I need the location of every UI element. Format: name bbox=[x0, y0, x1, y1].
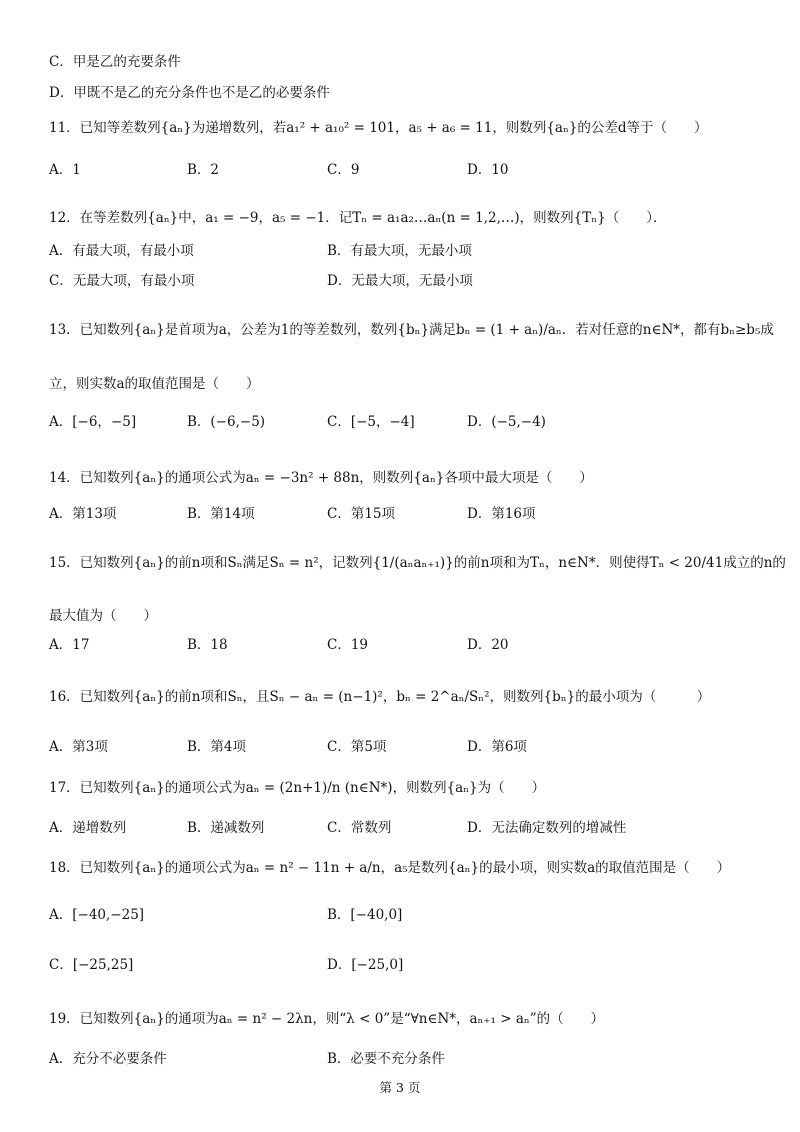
answer-option: B．第14项 bbox=[187, 506, 255, 522]
answer-option: D．[−25,0] bbox=[327, 957, 404, 973]
question-line: 19．已知数列{aₙ}的通项为aₙ = n² − 2λn，则“λ < 0”是“∀n∈N*，aₙ₊₁ > aₙ”的（ ） bbox=[49, 1011, 605, 1027]
answer-option: B．(−6,−5) bbox=[187, 414, 266, 430]
answer-option: D．10 bbox=[467, 162, 509, 178]
answer-option: C．[−25,25] bbox=[49, 957, 134, 973]
question-line: 立，则实数a的取值范围是（ ） bbox=[49, 376, 260, 392]
answer-option: B．2 bbox=[187, 162, 220, 178]
answer-option: A．17 bbox=[49, 637, 90, 653]
answer-option: C．19 bbox=[327, 637, 369, 653]
answer-option: C．第15项 bbox=[327, 506, 396, 522]
answer-option: A．第13项 bbox=[49, 506, 117, 522]
question-line: C．甲是乙的充要条件 bbox=[49, 54, 181, 70]
question-line: 17．已知数列{aₙ}的通项公式为aₙ = (2n+1)/n (n∈N*)，则数列{aₙ}为（ ） bbox=[49, 780, 546, 796]
question-line: 15．已知数列{aₙ}的前n项和Sₙ满足Sₙ = n²，记数列{1/(aₙaₙ₊₁)}的前n项和为Tₙ，n∈N*．则使得Tₙ < 20/41成立的n的 bbox=[49, 555, 786, 571]
answer-option: D．第16项 bbox=[467, 506, 536, 522]
question-line: D．甲既不是乙的充分条件也不是乙的必要条件 bbox=[49, 85, 330, 101]
answer-option: B．递减数列 bbox=[187, 820, 265, 836]
answer-option: A．第3项 bbox=[49, 739, 108, 755]
answer-option: D．无法确定数列的增减性 bbox=[467, 820, 627, 836]
answer-option: D．(−5,−4) bbox=[467, 414, 546, 430]
question-line: 16．已知数列{aₙ}的前n项和Sₙ，且Sₙ − aₙ = (n−1)²，bₙ = 2^aₙ/Sₙ²，则数列{bₙ}的最小项为（ ） bbox=[49, 689, 711, 705]
answer-option: C．常数列 bbox=[327, 820, 392, 836]
question-line: 14．已知数列{aₙ}的通项公式为aₙ = −3n² + 88n，则数列{aₙ}各项中最大项是（ ） bbox=[49, 470, 593, 486]
page-footer: 第 3 页 bbox=[379, 1080, 421, 1095]
answer-option: A．[−6，−5] bbox=[49, 414, 137, 430]
answer-option: C．无最大项，有最小项 bbox=[49, 273, 195, 289]
question-line: 18．已知数列{aₙ}的通项公式为aₙ = n² − 11n + a/n，a₅是数列{aₙ}的最小项，则实数a的取值范围是（ ） bbox=[49, 860, 731, 876]
answer-option: B．必要不充分条件 bbox=[327, 1051, 445, 1067]
answer-option: A．1 bbox=[49, 162, 81, 178]
answer-option: B．第4项 bbox=[187, 739, 247, 755]
answer-option: C．第5项 bbox=[327, 739, 387, 755]
answer-option: C．[−5，−4] bbox=[327, 414, 415, 430]
answer-option: D．无最大项，无最小项 bbox=[327, 273, 473, 289]
question-line: 11．已知等差数列{aₙ}为递增数列，若a₁² + a₁₀² = 101，a₅ + a₆ = 11，则数列{aₙ}的公差d等于（ ） bbox=[49, 120, 708, 136]
answer-option: B．18 bbox=[187, 637, 228, 653]
answer-option: C．9 bbox=[327, 162, 360, 178]
answer-option: B．有最大项，无最小项 bbox=[327, 243, 472, 259]
question-line: 最大值为（ ） bbox=[49, 608, 157, 624]
answer-option: A．充分不必要条件 bbox=[49, 1051, 167, 1067]
answer-option: B．[−40,0] bbox=[327, 907, 403, 923]
answer-option: A．[−40,−25] bbox=[49, 907, 145, 923]
answer-option: D．第6项 bbox=[467, 739, 527, 755]
answer-option: A．有最大项，有最小项 bbox=[49, 243, 194, 259]
question-line: 13．已知数列{aₙ}是首项为a，公差为1的等差数列，数列{bₙ}满足bₙ = (1 + aₙ)/aₙ．若对任意的n∈N*，都有bₙ≥b₅成 bbox=[49, 322, 774, 338]
answer-option: A．递增数列 bbox=[49, 820, 127, 836]
question-line: 12．在等差数列{aₙ}中，a₁ = −9，a₅ = −1．记Tₙ = a₁a₂…aₙ(n = 1,2,…)，则数列{Tₙ}（ ）． bbox=[49, 210, 667, 226]
answer-option: D．20 bbox=[467, 637, 509, 653]
